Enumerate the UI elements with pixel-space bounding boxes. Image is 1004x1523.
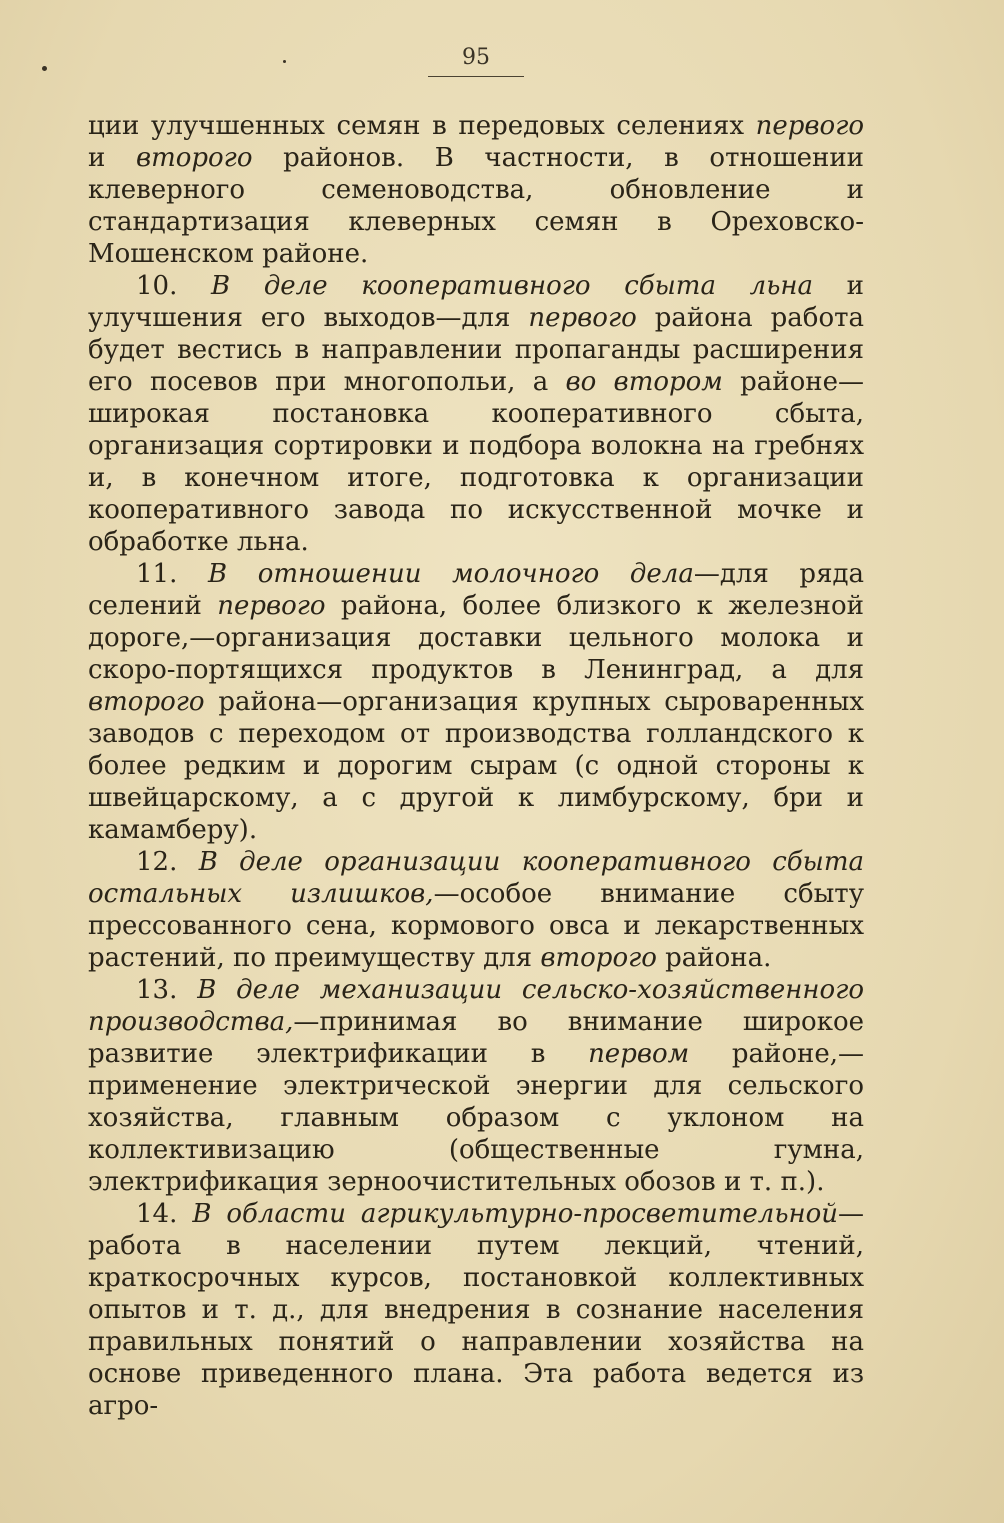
list-item-10: [88, 270, 864, 558]
italic-run: В деле организации кооперативного сбыта остальных излишков,: [88, 847, 864, 909]
page-number: 95: [462, 45, 490, 70]
page-number-rule: [428, 76, 524, 77]
text-run: 12.: [136, 847, 199, 877]
text-run: района—организация крупных сыроваренных заводов с переходом от производства голландского к более редким и дорогим сырам (с одной стороны к швейцарскому, а с другой к лимбурскому, бри и камамберу).: [88, 687, 864, 845]
text-run: районе—широкая постановка кооперативного сбыта, организация сортировки и подбора волокна на гребнях и, в конечном итоге, подготовка к организации кооперативного завода по искусственной мочке и обработке льна.: [88, 367, 864, 557]
text-run: —принимая во внимание широкое развитие электрификации в: [88, 1007, 864, 1069]
text-run: 14.: [136, 1199, 193, 1229]
text-run: и: [88, 143, 136, 173]
text-run: районе,—применение электрической энергии для сельского хозяйства, главным образом с уклоном на коллективизацию (общественные гумна, электрификация зерноочистительных обозов и т. п.).: [88, 1039, 865, 1197]
italic-run: второго: [540, 943, 657, 973]
italic-run: второго: [88, 687, 205, 717]
italic-run: В деле кооперативного сбыта льна: [211, 271, 813, 301]
list-item-13: [88, 974, 864, 1198]
italic-run: первом: [588, 1039, 690, 1069]
text-run: —для ряда селений: [88, 559, 864, 621]
italic-run: второго: [135, 143, 253, 173]
text-run: и улучшения его выходов—для: [88, 271, 864, 333]
text-run: 13.: [136, 975, 198, 1005]
text-run: района работа будет вестись в направлении пропаганды расширения его посевов при многопольи, а: [88, 303, 864, 397]
italic-run: В деле механизации сельско-хозяйственного производства,: [88, 975, 864, 1037]
text-run: —работа в населении путем лекций, чтений, краткосрочных курсов, постановкой коллективных опытов и т. д., для внедрения в сознание населения правильных понятий о направлении хозяйства на основе приведенного плана. Эта работа ведется из агро-: [88, 1199, 864, 1421]
paragraph-continuation: [88, 110, 864, 270]
italic-run: В отношении молочного дела: [208, 559, 694, 589]
text-run: 11.: [136, 559, 208, 589]
ink-speck: [283, 60, 286, 63]
italic-run: первого: [217, 591, 326, 621]
list-item-12: [88, 846, 864, 974]
body-text: [88, 110, 864, 1422]
text-run: района.: [656, 943, 772, 973]
text-run: района, более близкого к железной дороге,—организация доставки цельного молока и скоро-портящихся продуктов в Ленинград, а для: [88, 591, 864, 685]
italic-run: В области агрикультурно-просветительной: [192, 1199, 838, 1229]
text-run: районов. В частности, в отношении клеверного семеноводства, обновление и стандартизация клеверных семян в Ореховско-Мошенском районе.: [88, 143, 864, 269]
text-run: ции улучшенных семян в передовых селениях: [88, 111, 756, 141]
list-item-11: [88, 558, 864, 846]
italic-run: первого: [755, 111, 864, 141]
text-run: —особое внимание сбыту прессованного сена, кормового овса и лекарственных растений, по преимуществу для: [88, 879, 864, 973]
italic-run: во втором: [565, 367, 723, 397]
list-item-14: [88, 1198, 864, 1422]
text-run: 10.: [136, 271, 212, 301]
ink-speck: [42, 66, 47, 71]
italic-run: первого: [528, 303, 637, 333]
